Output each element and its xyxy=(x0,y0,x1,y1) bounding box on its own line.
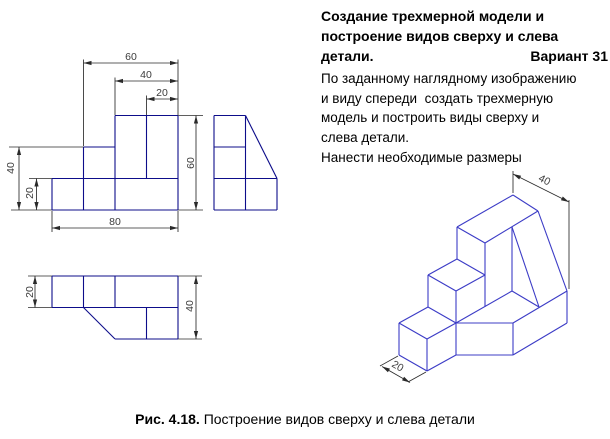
description-line: Нанести необходимые размеры xyxy=(321,149,522,165)
left-view-lines xyxy=(214,116,277,211)
dimension-label: 20 xyxy=(389,358,406,375)
description-line: и виду спереди создать трехмерную xyxy=(321,90,554,106)
dimension-label: 20 xyxy=(156,87,168,99)
description-line: модель и построить виды сверху и xyxy=(321,110,540,126)
figure-caption xyxy=(0,411,610,427)
description-line: слева детали. xyxy=(321,130,410,146)
isometric-view-lines xyxy=(399,195,567,371)
task-description xyxy=(321,69,610,168)
figure-caption-text: Построение видов сверху и слева детали xyxy=(199,411,475,427)
dimension-label: 40 xyxy=(5,162,17,174)
dimension-label: 20 xyxy=(24,187,36,199)
title-line-3: детали. xyxy=(321,48,374,64)
variant-label: Вариант 31 xyxy=(530,48,608,64)
dimension-label: 80 xyxy=(109,216,121,228)
figure-number: Рис. 4.18. xyxy=(135,411,200,427)
dimension-label: 20 xyxy=(24,286,36,298)
dimension-label: 40 xyxy=(140,69,152,81)
title-line-1: Создание трехмерной модели и xyxy=(321,8,545,24)
page-title xyxy=(321,6,608,66)
dimension-label: 40 xyxy=(184,300,196,312)
task-header xyxy=(321,6,608,66)
description-line: По заданному наглядному изображению xyxy=(321,71,577,86)
dimension-label: 60 xyxy=(125,51,137,63)
dimension-label: 40 xyxy=(536,172,553,189)
top-view-lines xyxy=(52,276,178,339)
front-view-lines xyxy=(52,116,178,211)
title-line-2: построение видов сверху и слева xyxy=(321,28,559,44)
dimension-label: 60 xyxy=(185,157,197,169)
